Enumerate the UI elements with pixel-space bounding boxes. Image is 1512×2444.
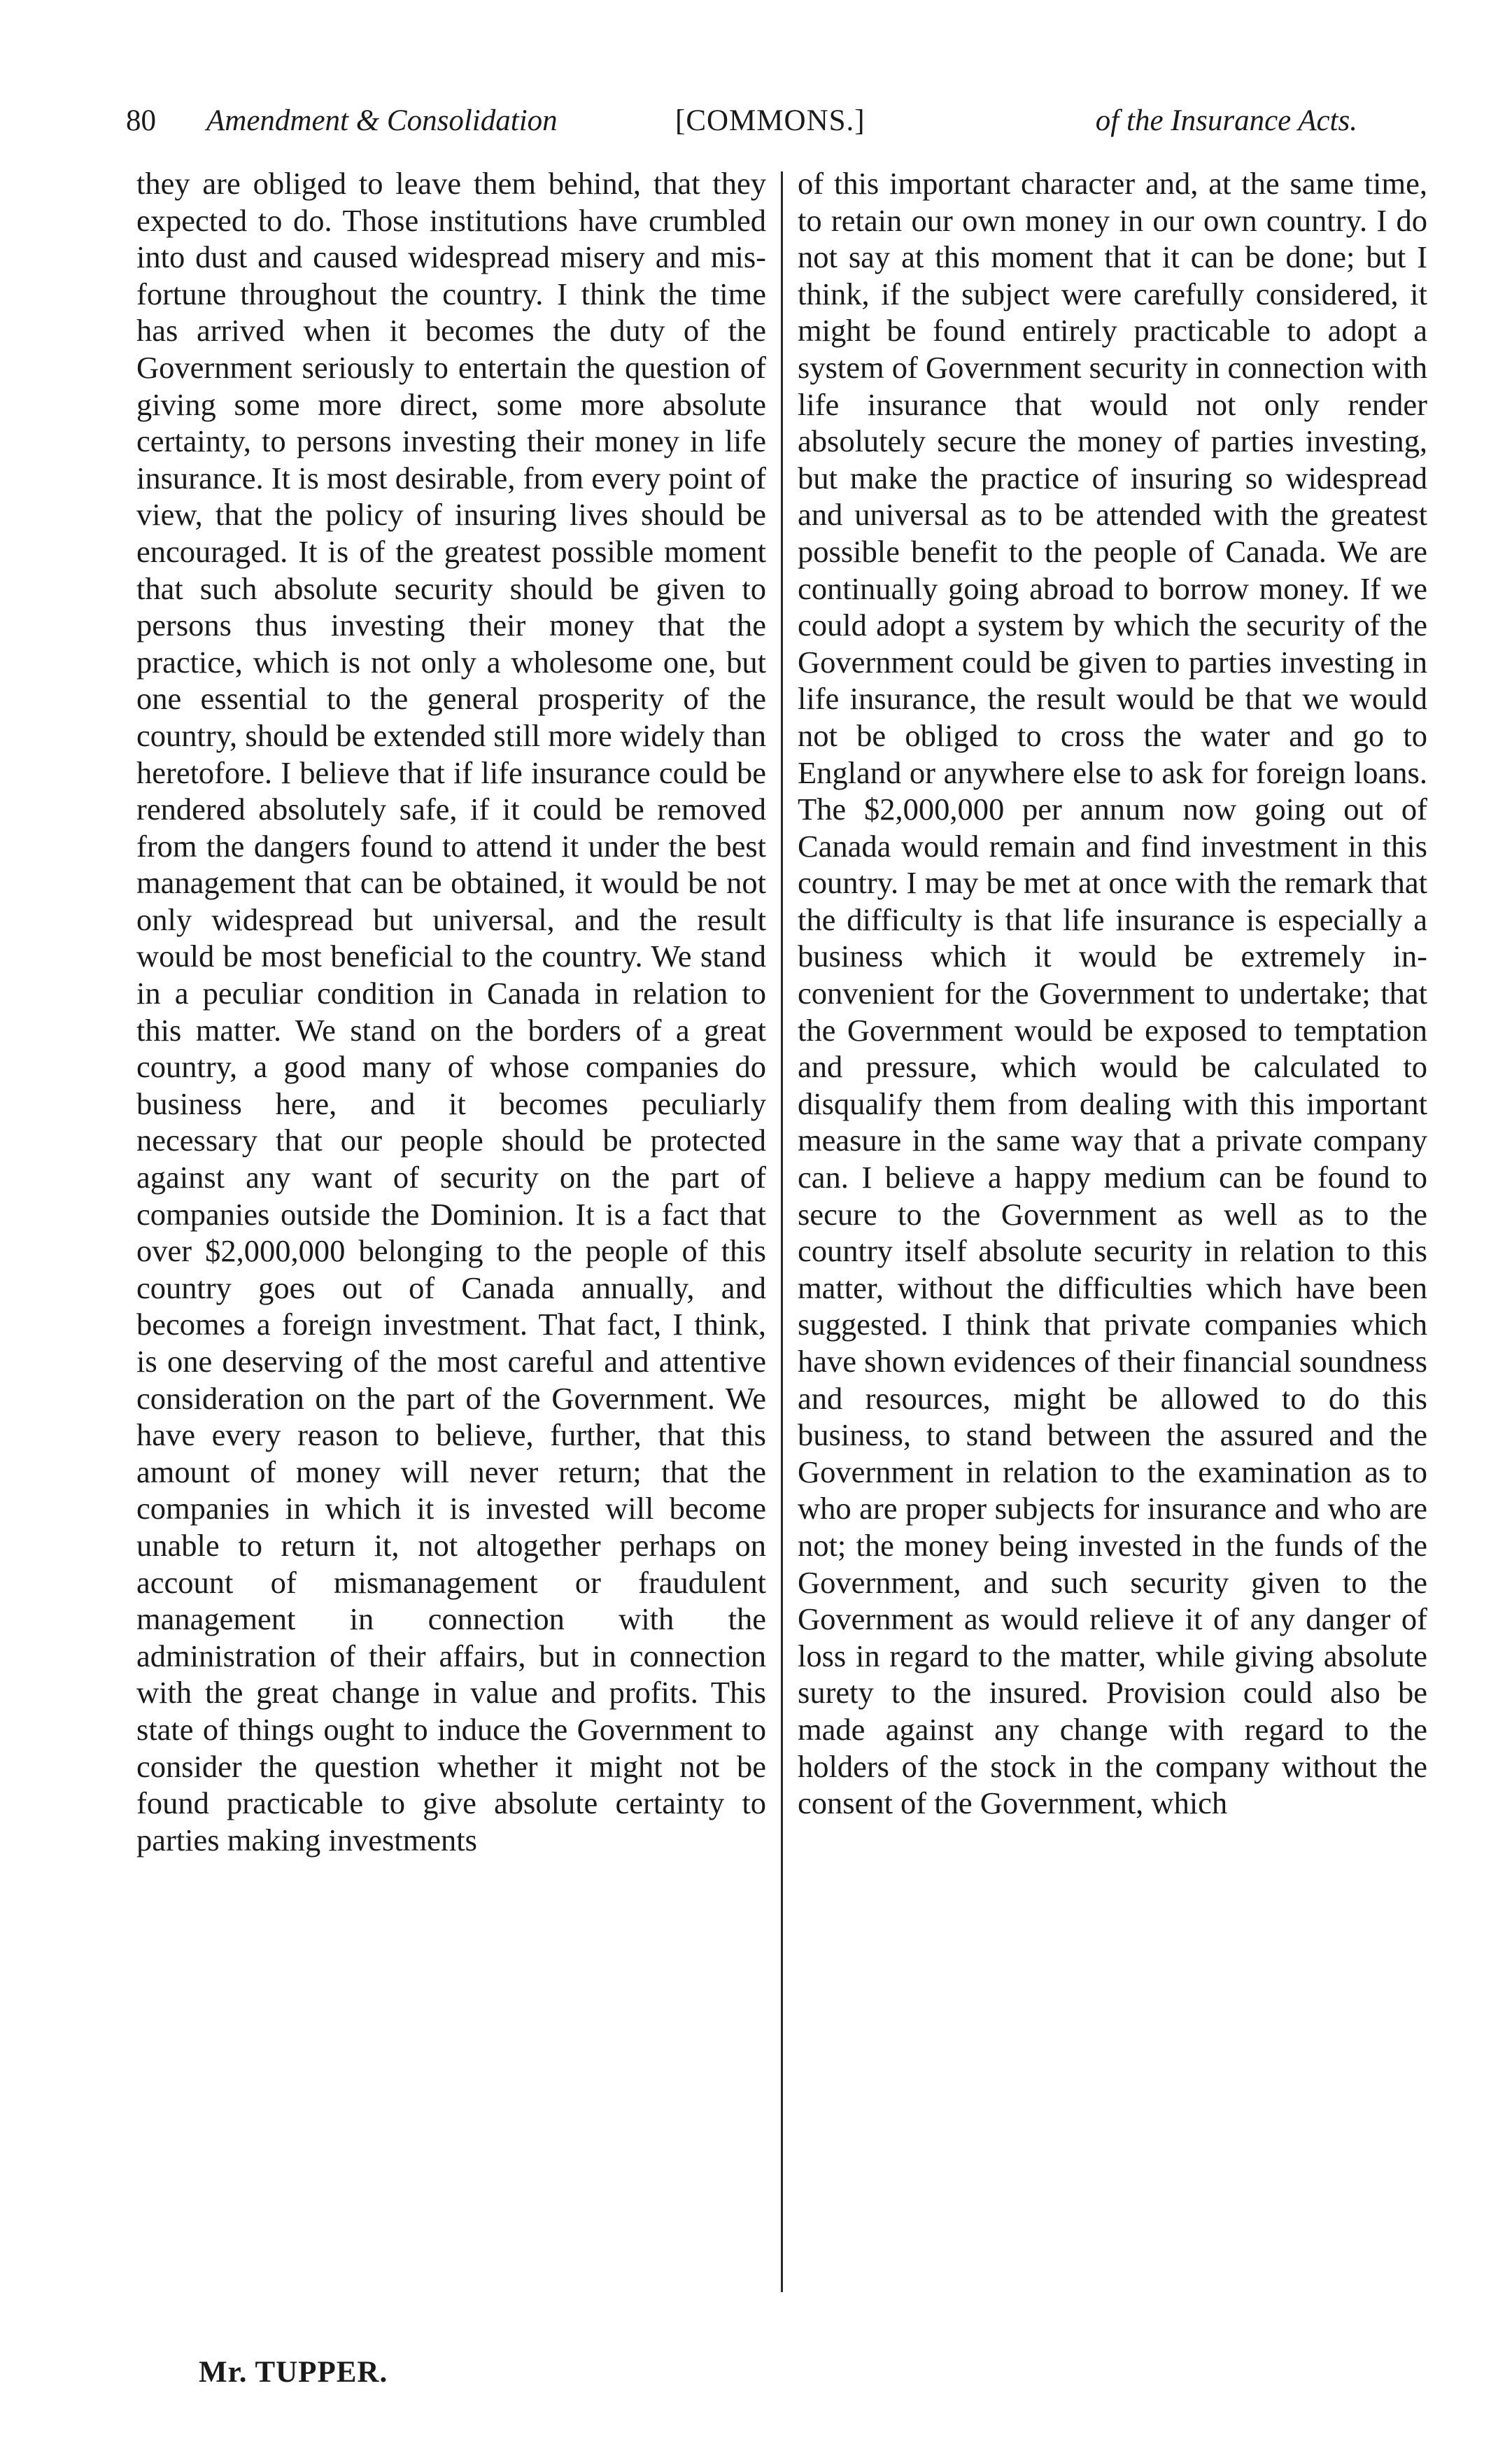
- left-column-text: they are obliged to leave them behind, that they expected to do. Those institutions have crumbled into dust and caused widespread misery and misfortune throughout the country. I think the time has arrived when it becomes the duty of the Government seriously to entertain the question of giving some more direct, some more absolute certainty, to persons investing their money in life insurance. It is most desirable, from every point of view, that the policy of insuring lives should be encouraged. It is of the greatest possible moment that such absolute security should be given to persons thus investing their money that the practice, which is not only a wholesome one, but one essential to the general prosperity of the country, should be extended still more widely than heretofore. I believe that if life insurance could be rendered absolutely safe, if it could be removed from the dangers found to attend it under the best management that can be obtained, it would be not only widespread but universal, and the result would be most beneficial to the country. We stand in a peculiar condition in Canada in relation to this matter. We stand on the borders of a great country, a good many of whose companies do business here, and it becomes peculiarly necessary that our people should be protected against any want of security on the part of companies outside the Dominion. It is a fact that over $2,000,000 belonging to the people of this country goes out of Canada annually, and becomes a foreign investment. That fact, I think, is one deserving of the most careful and attentive consideration on the part of the Government. We have every reason to believe, further, that this amount of money will never return; that the companies in which it is invested will become unable to return it, not altogether perhaps on account of mismanagement or fraudulent management in connection with the administration of their affairs, but in connection with the great change in value and profits. This state of things ought to induce the Government to consider the question whether it might not be found practicable to give absolute certainty to parties making investments: [136, 166, 766, 1857]
- left-column: [136, 165, 766, 2293]
- speaker-signature: Mr. TUPPER.: [199, 2356, 388, 2389]
- running-header: [126, 97, 1357, 146]
- page-number: 80: [126, 104, 156, 137]
- header-chamber: [COMMONS.]: [675, 104, 865, 137]
- right-column: [798, 165, 1427, 2293]
- header-title-left: Amendment & Consolidation: [206, 104, 558, 137]
- header-title-right: of the Insurance Acts.: [1095, 104, 1357, 137]
- right-column-text: of this important character and, at the same time, to retain our own money in our own country. I do not say at this moment that it can be done; but I think, if the subject were carefully considered, it might be found entirely practicable to adopt a system of Government security in connection with life insurance that would not only render absolutely secure the money of parties investing, but make the practice of insuring so widespread and universal as to be attended with the greatest possible benefit to the people of Canada. We are continually going abroad to borrow money. If we could adopt a system by which the security of the Government could be given to parties investing in life insurance, the result would be that we would not be obliged to cross the water and go to England or anywhere else to ask for foreign loans. The $2,000,000 per annum now going out of Canada would remain and find investment in this country. I may be met at once with the remark that the difficulty is that life insurance is especially a business which it would be extremely inconvenient for the Government to undertake; that the Government would be exposed to temptation and pressure, which would be calculated to disqualify them from dealing with this important measure in the same way that a private company can. I believe a happy medium can be found to secure to the Government as well as to the country itself absolute security in relation to this matter, without the difficulties which have been suggested. I think that private companies which have shown evidences of their financial soundness and resources, might be allowed to do this business, to stand between the assured and the Government in relation to the examination as to who are proper subjects for insurance and who are not; the money being invested in the funds of the Government, and such security given to the Government as would relieve it of any danger of loss in regard to the matter, while giving absolute surety to the insured. Provision could also be made against any change with regard to the holders of the stock in the company without the consent of the Government, which: [798, 166, 1427, 1821]
- column-divider: [781, 171, 783, 2292]
